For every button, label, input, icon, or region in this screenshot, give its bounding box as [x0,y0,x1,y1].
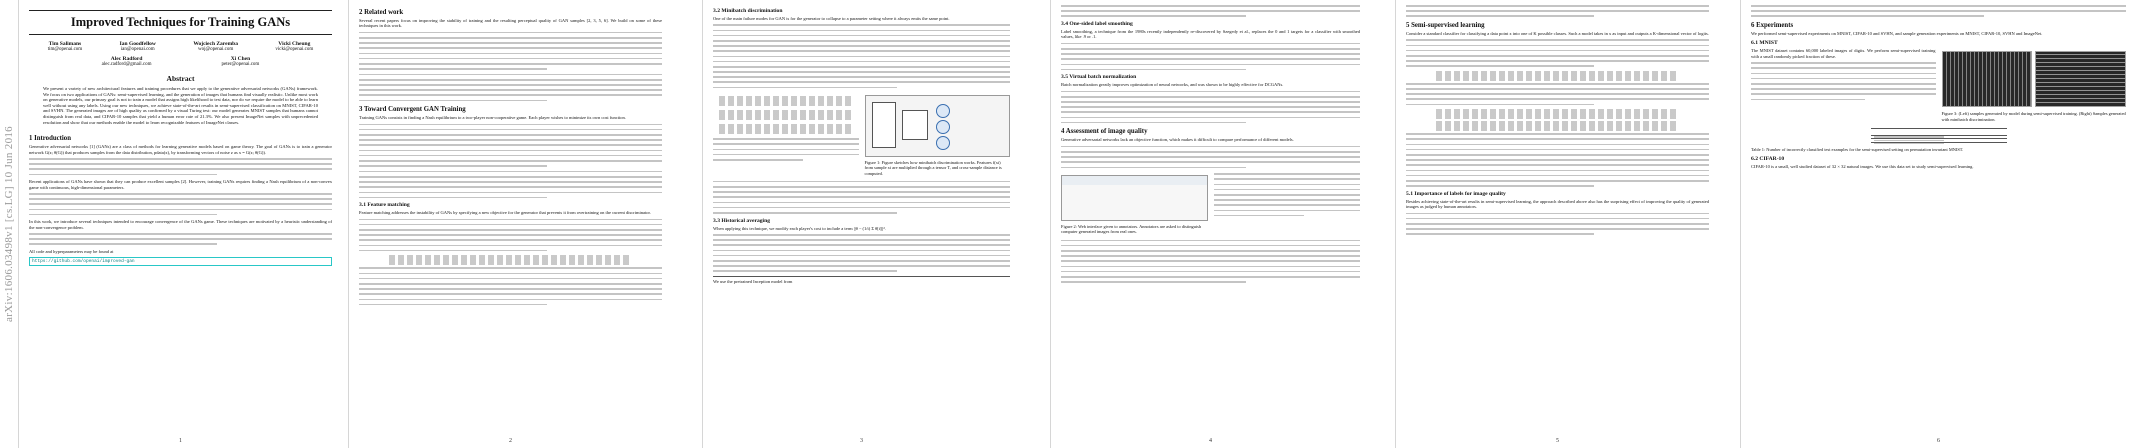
text-lines [29,158,332,175]
paragraph: We performed semi-supervised experiments on MNIST, CIFAR-10 and SVHN, and sample generation experiments on MNIST, CIFAR-10, SVHN and ImageNet. [1751,30,2043,36]
equation [1436,121,1679,131]
paper-page-6 [1740,0,2136,448]
text-lines [713,234,1010,272]
paragraph: The MNIST dataset contains 60,000 labeled images of digits. We perform semi-supervised training with a small randomly picked fraction of these. [1751,48,1936,59]
author: Alec Radford alec.radford@gmail.com [101,56,152,67]
subsection-heading: 6.2 CIFAR-10 [1751,156,1785,163]
page-number: 6 [1937,438,1940,444]
paper-title: Improved Techniques for Training GANs [29,10,332,35]
text-lines [1751,62,1936,100]
text-lines [713,138,859,160]
text-lines [713,24,1010,88]
figure-1-diagram [865,95,1011,157]
text-lines [29,193,332,215]
text-lines [1061,240,1360,283]
subsection-heading: 5.1 Importance of labels for image quality [1406,190,1506,197]
paragraph: Feature matching addresses the instability of GANs by specifying a new objective for the generator that prevents it from overtraining on the current discriminator. [359,210,651,216]
text-lines [1061,146,1360,168]
section-heading: 5 Semi-supervised learning [1406,21,1485,29]
paragraph: Besides achieving state-of-the-art results in semi-supervised learning, the approach described above also has the surprising effect of improving the quality of generated images as judged by human annotators. [1406,198,1709,210]
paragraph: Recent applications of GANs have shown that they can produce excellent samples [2]. However, training GANs requires finding a Nash equilibrium of a non-convex game with continuous, high-dimensional parameters. [29,179,332,190]
subsection-heading: 3.1 Feature matching [359,202,410,209]
figure-2-block [1061,172,1360,238]
text-lines [1751,5,2126,17]
paragraph: Several recent papers focus on improving the stability of training and the resulting perceptual quality of GAN samples [2, 3, 5, 6]. We build on some of these techniques in this work. [359,18,662,29]
abstract-text: We present a variety of new architectural features and training procedures that we apply to the generative adversarial networks (GANs) framework. We focus on two applications of GANs: semi-supervised learning, and the generation of images that humans find visually realistic. Unlike most work on generative models, our primary goal is not to train a model that assigns high likelihood to test data, nor do we require the model to be able to learn well without using any labels. Using our new techniques, we achieve state-of-the-art results in semi-supervised classification on MNIST, CIFAR-10 and SVHN. The generated images are of high quality as confirmed by a visual Turing test: our model generates MNIST samples that humans cannot distinguish from real data, and CIFAR-10 samples that yield a human error rate of 21.3%. We also present ImageNet samples with unprecedented resolution and show that our methods enable the model to learn recognizable features of ImageNet classes. [43,86,318,125]
figure-3-images [1942,48,2127,110]
text-lines [1214,173,1361,216]
text-lines [359,32,662,70]
author: Ian Goodfellow ian@openai.com [119,41,156,52]
table-header [1987,128,2007,135]
table-header [1871,128,1947,135]
figure-caption: Figure 3: (Left) samples generated by model during semi-supervised training. (Right) Samples generated with minibatch discrimination. [1941,111,2126,122]
paragraph: Label smoothing, a technique from the 1980s recently independently re-discovered by Szegedy et al., replaces the 0 and 1 targets for a classifier with smoothed values, like .9 or .1. [1061,28,1360,40]
equation [719,110,853,120]
equation [719,124,853,134]
text-lines [1406,83,1709,105]
table-caption: Table 1: Number of incorrectly classified test examples for the semi-supervised setting on permutation invariant MNIST. [1751,146,1964,152]
footnote: We use the pretrained Inception model from [713,276,1010,284]
section-heading: 2 Related work [359,9,404,16]
paragraph: CIFAR-10 is a small, well studied dataset of 32 × 32 natural images. We use this data set to study semi-supervised learning. [1751,164,1974,170]
page-number: 5 [1556,438,1559,444]
paper-page-4 [1050,0,1370,448]
section-heading: 4 Assessment of image quality [1061,128,1148,136]
equation [1436,71,1679,81]
text-lines [359,219,662,252]
author-row-2 [29,56,332,68]
arxiv-stamp: arXiv:1606.03498v1 [cs.LG] 10 Jun 2016 [3,126,15,322]
text-lines [29,233,332,245]
author: Tim Salimans tim@openai.com [47,41,83,52]
paper-page-3 [702,0,1020,448]
text-lines [1406,5,1709,17]
mnist-samples-left [1942,51,2033,107]
text-lines [1406,133,1709,186]
paragraph: Generative adversarial networks [1] (GANs) are a class of methods for learning generative models based on game theory. The goal of GANs is to train a generator network G(z; θ(G)) that produces samples from the data distribution, pdata(x), by transforming vectors of noise z as x = G(z; θ(G)). [29,144,332,155]
text-lines [1061,91,1360,124]
code-note: All code and hyperparameters may be found at [29,249,114,255]
paper-page-1 [18,0,342,448]
text-lines [1406,39,1709,67]
paper-page-5 [1395,0,1719,448]
paper-page-2 [348,0,672,448]
section-heading: 1 Introduction [29,135,71,143]
text-lines [359,74,662,102]
page-number: 3 [860,438,863,444]
text-lines [1061,43,1360,71]
author: Xi Chen peter@openai.com [221,56,260,67]
mnist-samples-right [2035,51,2126,107]
text-lines [713,181,1010,214]
section-heading: 6 Experiments [1751,21,1794,29]
section-heading: 3 Toward Convergent GAN Training [359,106,466,114]
text-lines [1406,213,1709,235]
subsection-heading: 3.5 Virtual batch normalization [1061,74,1137,81]
table-row [1871,142,2007,145]
subsection-heading: 3.2 Minibatch discrimination [713,8,783,14]
subsection-heading: 3.3 Historical averaging [713,217,771,224]
figure-caption: Figure 2: Web interface given to annotators. Annotators are asked to distinguish computer generated images from real ones. [1061,224,1202,235]
paragraph: Consider a standard classifier for classifying a data point x into one of K possible classes. Such a model takes in x as input and outputs a K-dimensional vector of logits. [1406,30,1709,36]
author: Wojciech Zaremba woj@openai.com [193,41,238,52]
paragraph: Generative adversarial networks lack an objective function, which makes it difficult to compare performance of different models. [1061,137,1294,143]
text-lines [359,267,662,305]
table-1 [1871,128,2007,145]
subsection-heading: 6.1 MNIST [1751,40,1778,47]
table-header [1947,128,1967,135]
figure-2-image [1061,175,1208,221]
equation [719,96,853,106]
text-lines [359,171,662,199]
figure-1-block [713,92,1010,180]
paragraph: One of the main failure modes for GAN is for the generator to collapse to a parameter setting where it always emits the same point. [713,16,950,21]
paragraph: When applying this technique, we modify each player's cost to include a term ||θ − (1/t) Σ θ[i]||². [713,225,886,231]
page-number: 1 [179,438,182,444]
page-number: 2 [509,438,512,444]
author-row-1 [29,41,332,53]
text-lines [359,124,662,167]
paragraph: Batch normalization greatly improves optimization of neural networks, and was shown to be highly effective for DCGANs. [1061,82,1284,88]
paragraph: Training GANs consists in finding a Nash equilibrium to a two-player non-cooperative game. Each player wishes to minimize its own cost function. [359,115,626,121]
page-number: 4 [1209,438,1212,444]
table-header [1967,128,1987,135]
text-lines [1061,5,1360,17]
subsection-heading: 3.4 One-sided label smoothing [1061,20,1133,27]
code-link[interactable]: https://github.com/openai/improved-gan [29,257,332,266]
author: Vicki Cheung vicki@openai.com [275,41,314,52]
equation [389,255,632,265]
paragraph: In this work, we introduce several techniques intended to encourage convergence of the GANs game. These techniques are motivated by a heuristic understanding of the non-convergence problem. [29,219,332,230]
figure-caption: Figure 1: Figure sketches how minibatch discrimination works. Features f(xi) from sample xi are multiplied through a tensor T, and cross-sample distance is computed. [864,160,1002,176]
abstract-heading: Abstract [166,74,195,83]
mnist-block [1751,48,2126,125]
equation [1436,109,1679,119]
